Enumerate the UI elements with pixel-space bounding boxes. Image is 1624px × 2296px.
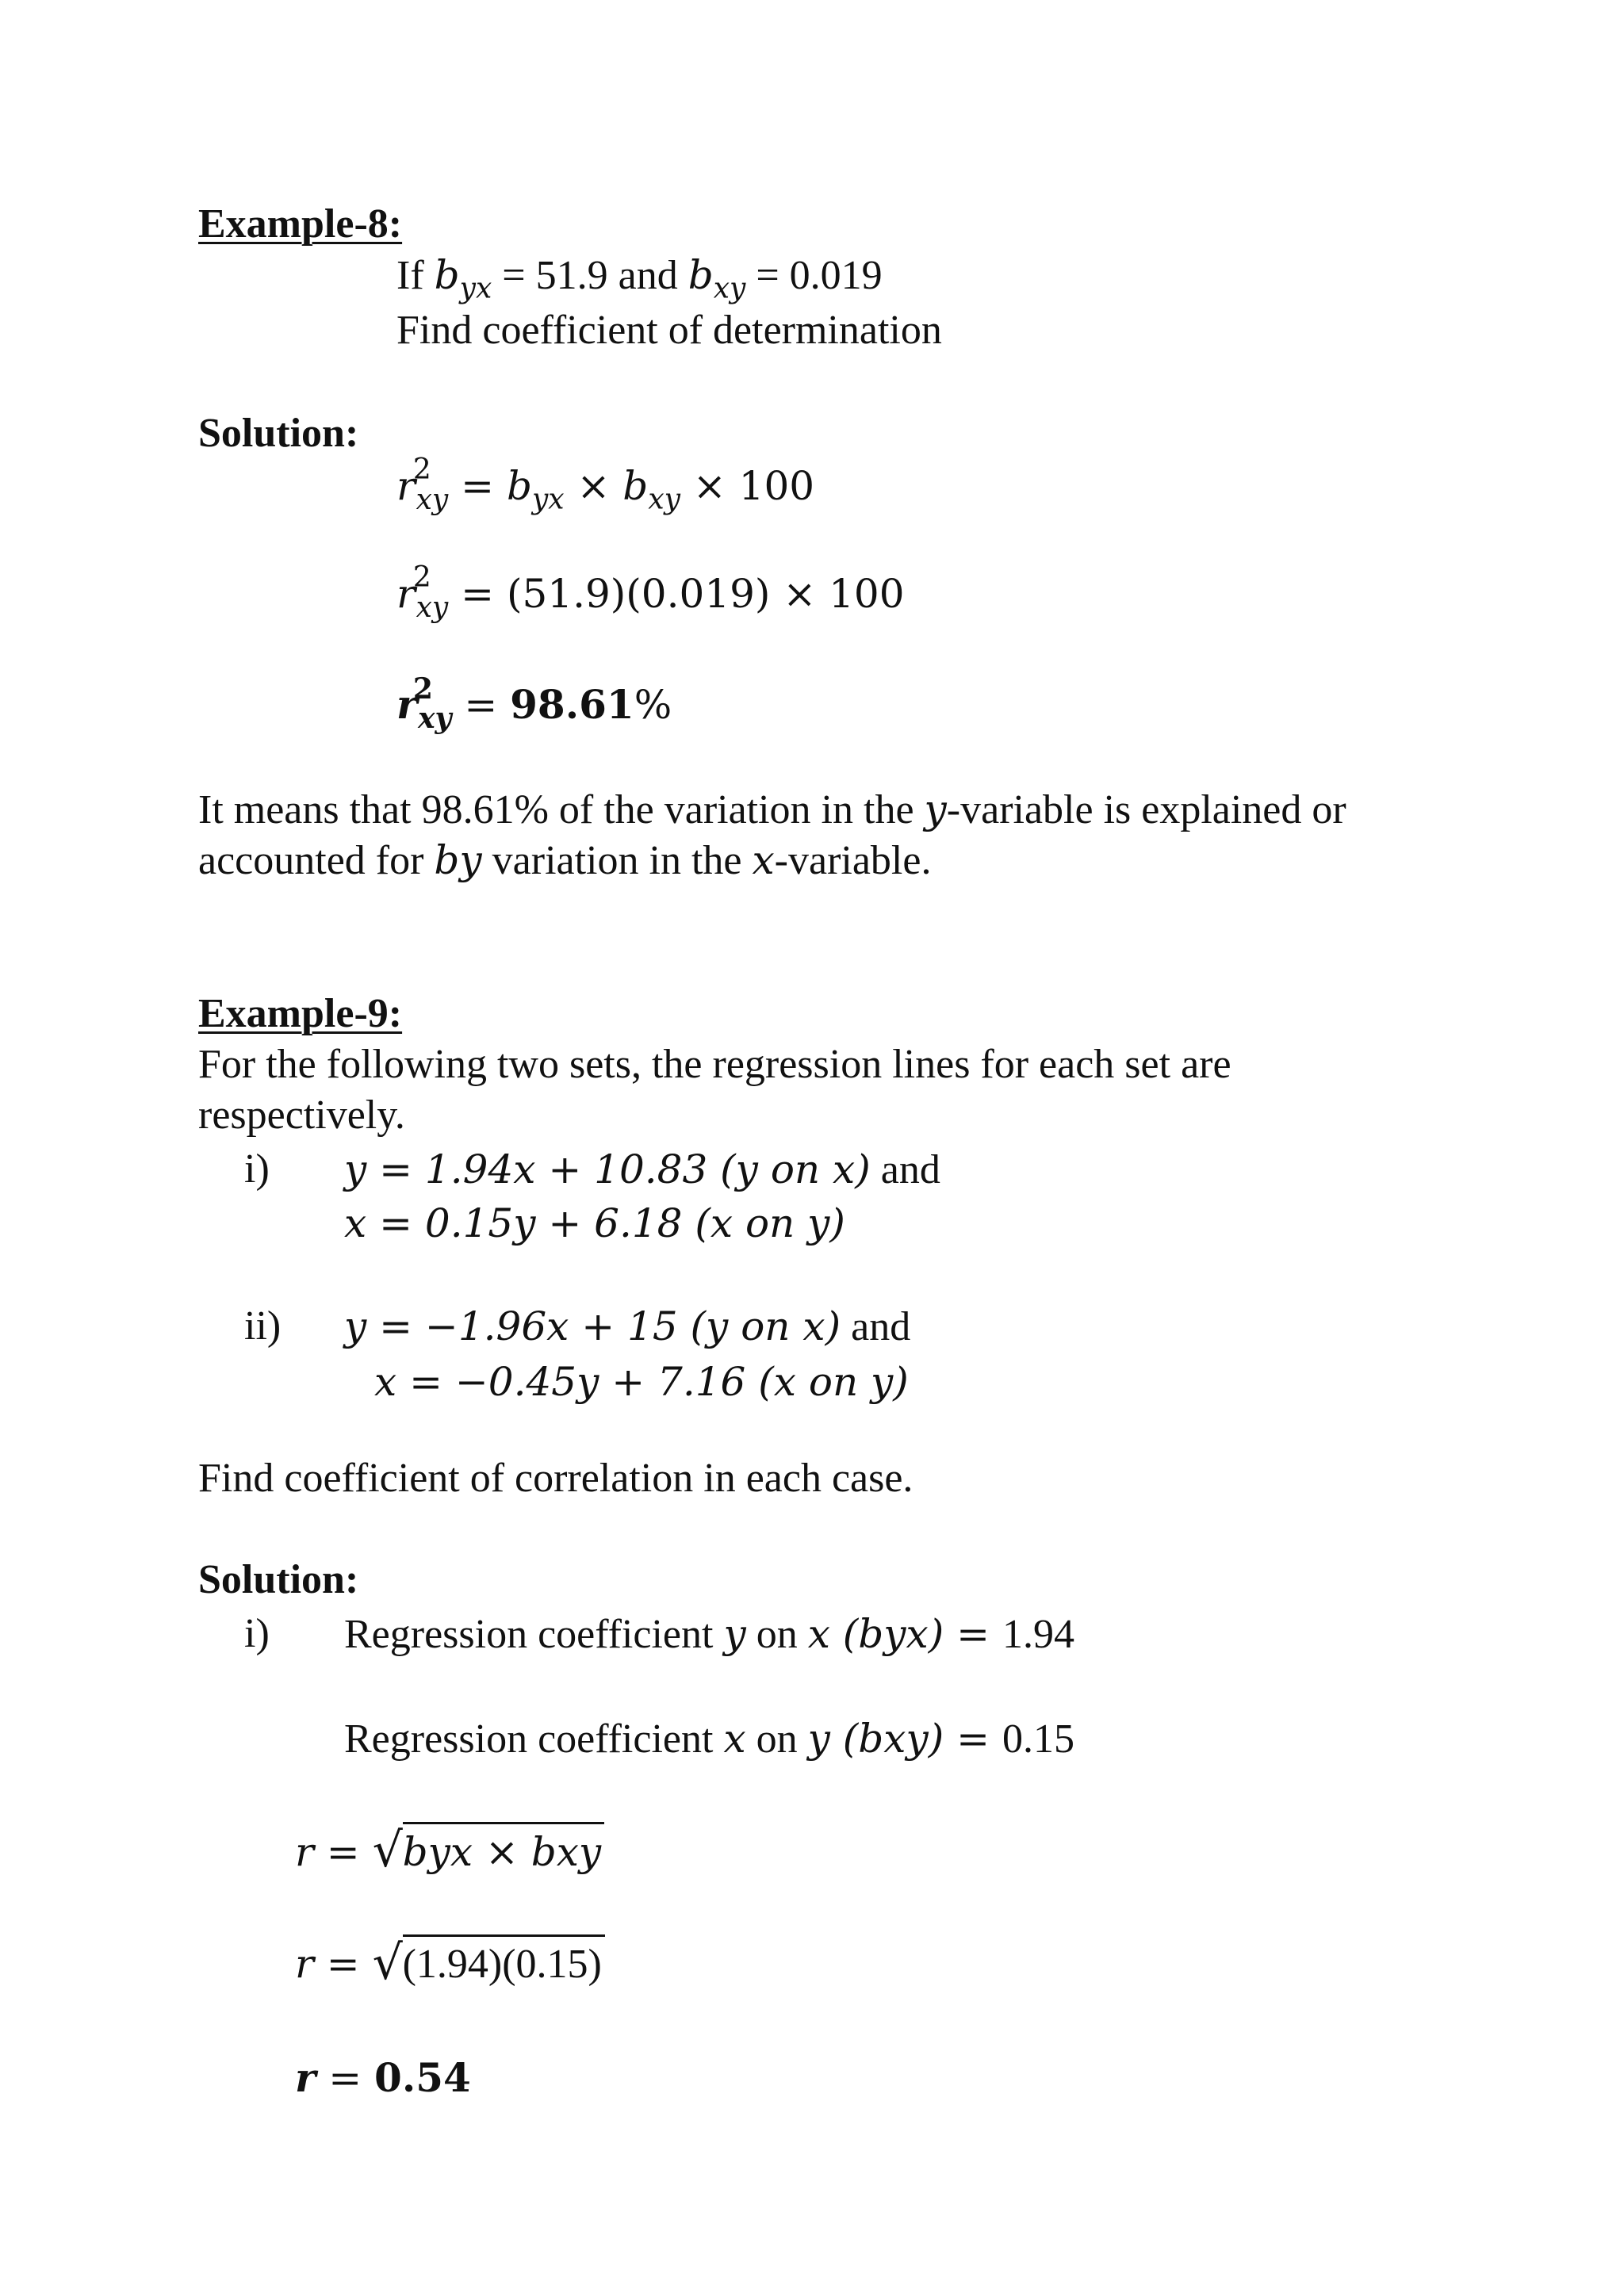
example-9-question: Find coefficient of correlation in each case.	[198, 1456, 914, 1501]
solution-8-heading: Solution:	[198, 411, 359, 456]
example-8-heading: Example-8:	[198, 201, 403, 247]
case-ii-label: ii)	[244, 1303, 282, 1349]
formula-line-2: r 2 xy = (51.9)(0.019) × 100	[396, 569, 905, 633]
r-xy-squared: r 2 xy	[396, 453, 449, 516]
solution-9-heading: Solution:	[198, 1557, 359, 1602]
explanation-line-1: It means that 98.61% of the variation in the y-variable is explained or	[198, 786, 1346, 832]
example-9-intro-2: respectively.	[198, 1093, 405, 1138]
solution-i-label: i)	[244, 1611, 270, 1656]
example-9-heading: Example-9:	[198, 991, 403, 1036]
square-root-icon: √ byx × bxy	[373, 1822, 605, 1877]
given-value-1: = 51.9 and	[492, 253, 688, 298]
r-formula-line: r = √ byx × bxy	[295, 1822, 604, 1877]
b-yx-symbol: $b_{yx}$	[434, 252, 492, 305]
given-value-2: = 0.019	[745, 253, 883, 298]
formula-line-1: r 2 xy = $b_{yx} \times b_{xy} \times 100$	[396, 461, 814, 525]
regression-coefficient-y-on-x: Regression coefficient y on x (byx) = 1.94	[344, 1611, 1074, 1657]
example-9-intro-1: For the following two sets, the regression lines for each set are	[198, 1042, 1231, 1087]
case-i-equation-1: y = 1.94x + 10.83 (y on x) and	[344, 1146, 940, 1192]
case-ii-equation-1: y = −1.96x + 15 (y on x) and	[344, 1303, 911, 1349]
given-if-text: If	[396, 253, 424, 298]
b-xy-symbol: $b_{xy}$	[688, 252, 746, 305]
r-numeric-line: r = √ (1.94)(0.15)	[295, 1934, 605, 1989]
r-result-line: r = 0.54	[295, 2054, 471, 2101]
square-root-icon: √ (1.94)(0.15)	[373, 1934, 605, 1989]
example-8-question: Find coefficient of determination	[396, 308, 942, 353]
r-xy-squared: r 2 xy	[396, 561, 449, 624]
r-xy-squared: r 2 xy	[396, 672, 452, 735]
formula-result-line: r 2 xy = 98.61%	[396, 680, 672, 743]
case-i-equation-2: x = 0.15y + 6.18 (x on y)	[344, 1200, 845, 1246]
explanation-line-2: accounted for by variation in the x-variable.	[198, 837, 932, 883]
result-value: 98.61	[510, 681, 634, 728]
r-result-value: 0.54	[374, 2054, 471, 2101]
example-8-given	[396, 251, 883, 305]
case-ii-equation-2: x = −0.45y + 7.16 (x on y)	[374, 1359, 909, 1405]
regression-coefficient-x-on-y: Regression coefficient x on y (bxy) = 0.15	[344, 1716, 1074, 1762]
case-i-label: i)	[244, 1146, 270, 1192]
